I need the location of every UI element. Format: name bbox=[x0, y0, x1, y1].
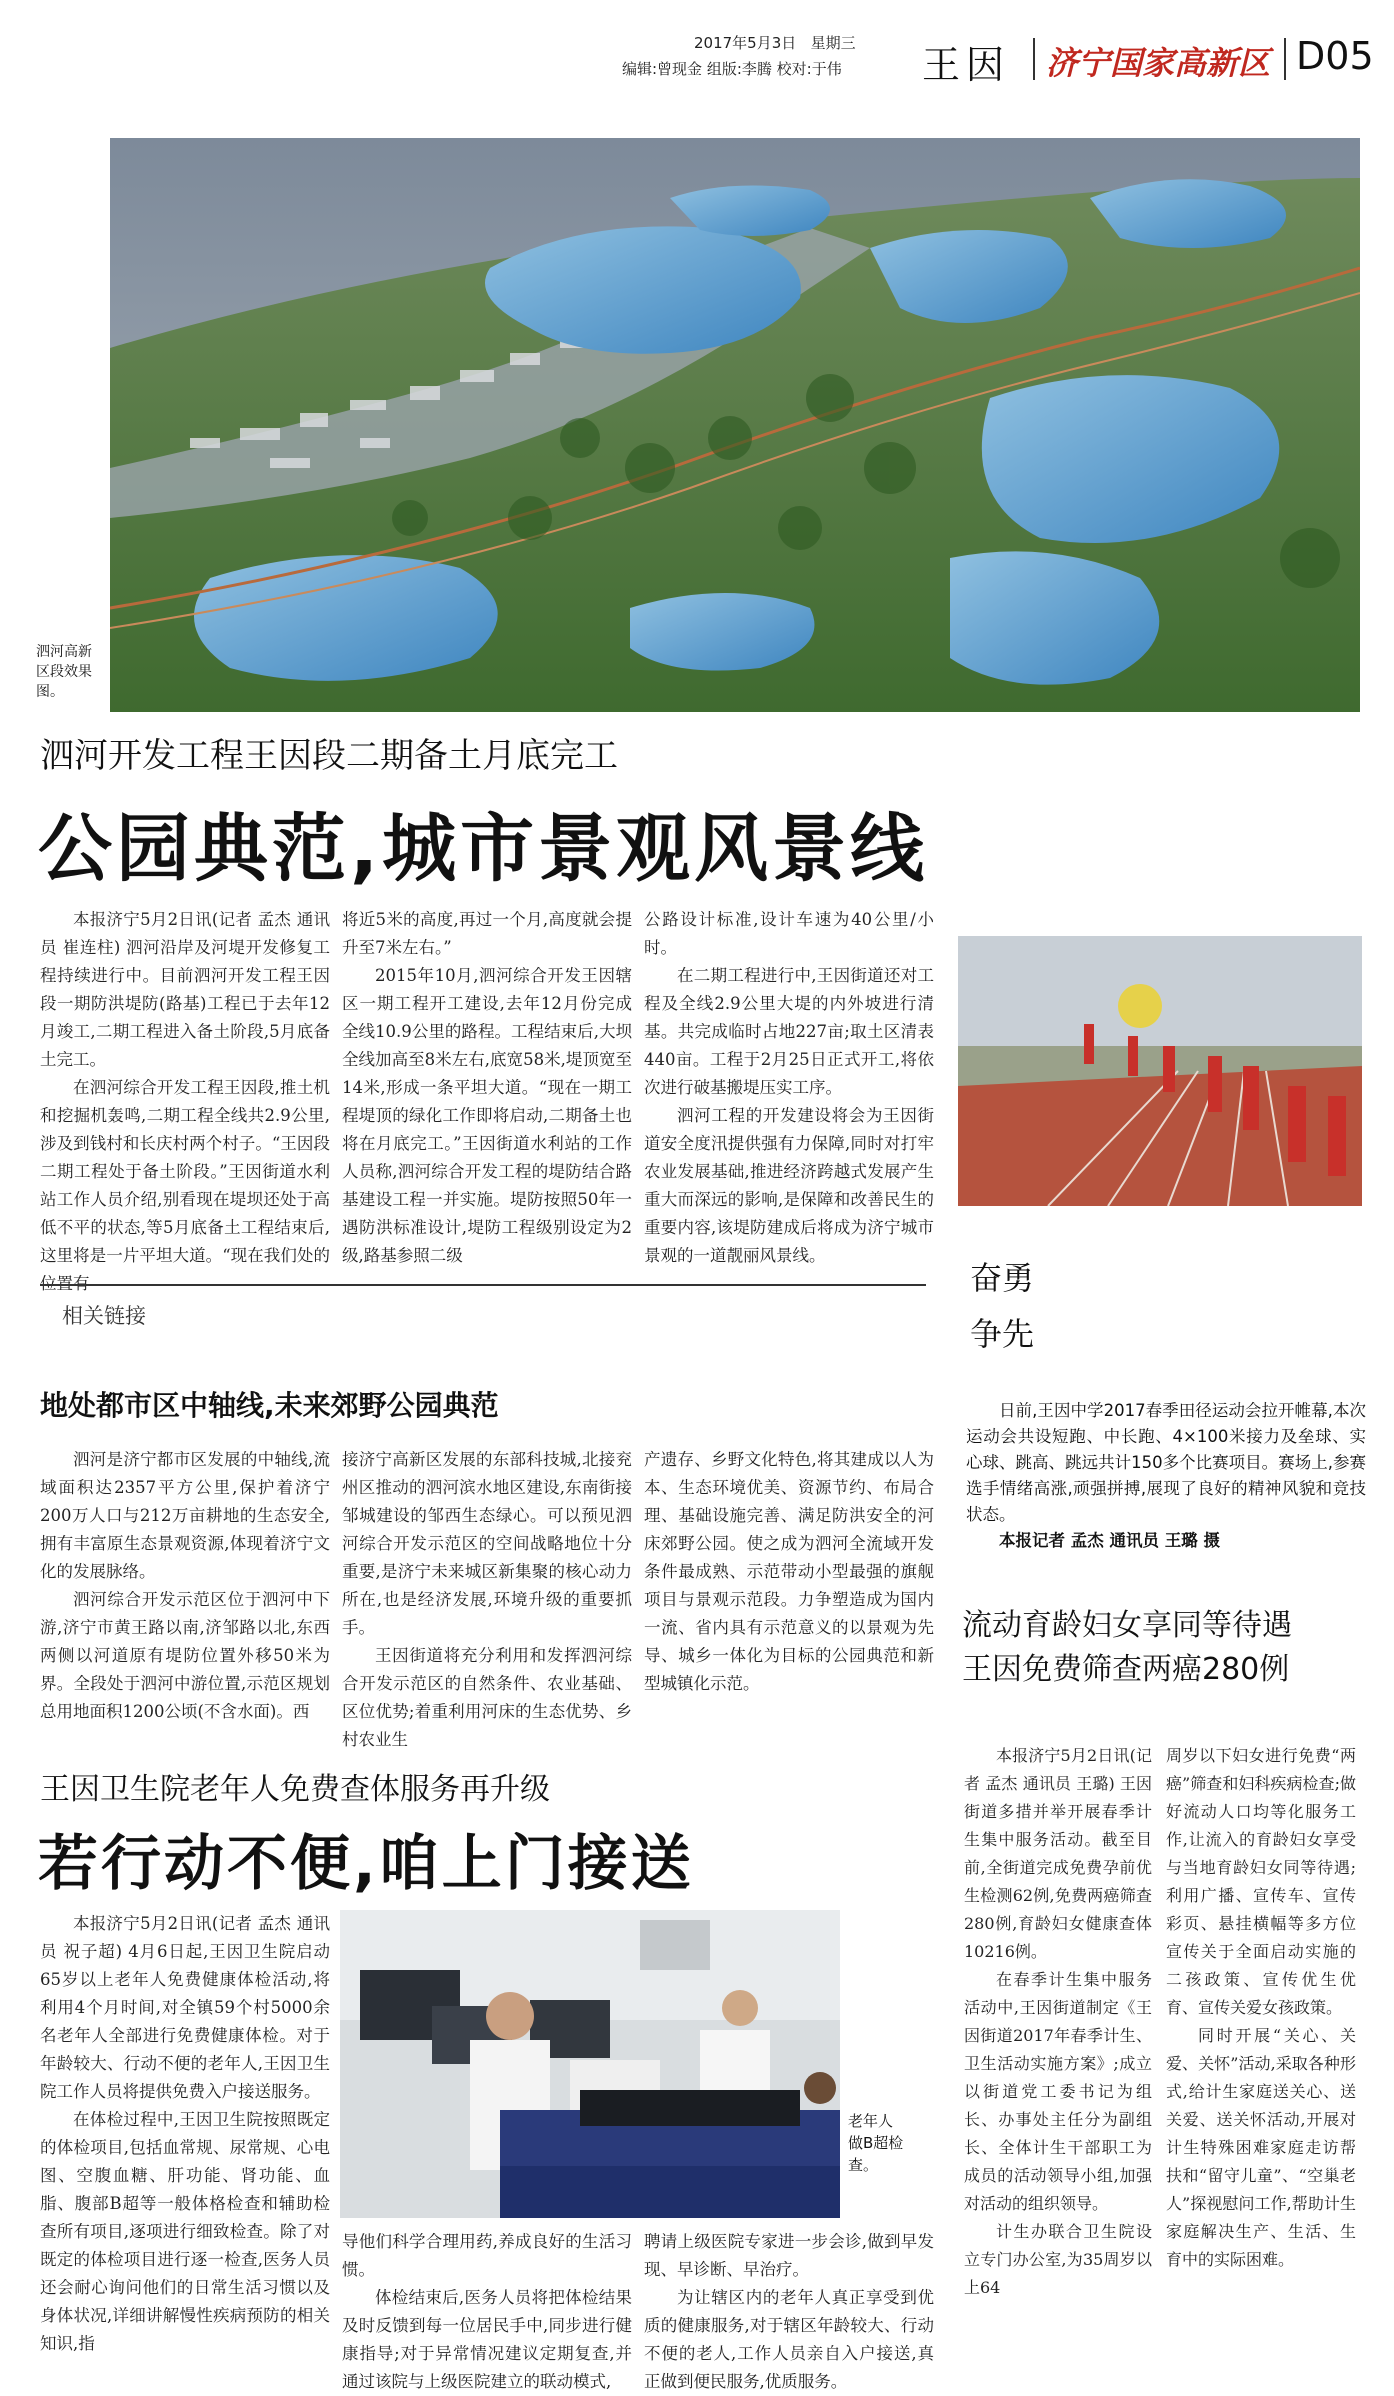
article2-para: 本报济宁5月2日讯(记者 孟杰 通讯员 祝子超) 4月6日起,王因卫生院启动65岁以上老年人免费健康体检活动,将利用4个月时间,对全镇59个村5000余名老年人全部进行免费健康体检。对于年龄较大、行动不便的老年人,王因卫生院工作人员将提供免费入户接送服务。 bbox=[40, 1914, 330, 2101]
women-headline bbox=[962, 1604, 1292, 1692]
sports-caption bbox=[966, 1398, 1366, 1554]
women-para: 在春季计生集中服务活动中,王因街道制定《王因街道2017年春季计生、卫生活动实施方案》;成立以街道党工委书记为组长、办事处主任分为副组长、全体计生干部职工为成员的活动领导小组,加强对活动的组织领导。 bbox=[964, 1970, 1152, 2213]
page-number: D05 bbox=[1296, 34, 1374, 78]
women-col1 bbox=[964, 1742, 1152, 2302]
article2-col1 bbox=[40, 1910, 330, 2358]
health-photo-caption bbox=[848, 2110, 904, 2176]
article1-para: 公路设计标准,设计车速为40公里/小时。 bbox=[644, 910, 934, 957]
women-col2 bbox=[1166, 1742, 1356, 2274]
related-col3 bbox=[644, 1446, 934, 1698]
article2-kicker: 王因卫生院老年人免费查体服务再升级 bbox=[40, 1772, 550, 1807]
women-para: 同时开展“关心、关爱、关怀”活动,采取各种形式,给计生家庭送关心、送关爱、送关怀活动,开展对计生特殊困难家庭走访帮扶和“留守儿童”、“空巢老人”探视慰问工作,帮助计生家庭解决生产、生活、生育中的实际困难。 bbox=[1166, 2026, 1356, 2269]
women-para: 本报济宁5月2日讯(记者 孟杰 通讯员 王璐) 王因街道多措并举开展春季计生集中服务活动。截至目前,全街道完成免费孕前优生检测62例,免费两癌筛查280例,育龄妇女健康查体10216例。 bbox=[964, 1746, 1152, 1961]
aerial-rendering-illustration bbox=[110, 138, 1360, 712]
women-para: 计生办联合卫生院设立专门办公室,为35周岁以上64 bbox=[964, 2222, 1152, 2297]
women-para: 周岁以下妇女进行免费“两癌”筛查和妇科疾病检查;做好流动人口均等化服务工作,让流入的育龄妇女享受与当地育龄妇女同等待遇;利用广播、宣传车、宣传彩页、悬挂横幅等多方位宣传关于全面启动实施的二孩政策、宣传优生优育、宣传关爱女孩政策。 bbox=[1166, 1746, 1356, 2017]
related-para: 泗河是济宁都市区发展的中轴线,流域面积达2357平方公里,保护着济宁200万人口与212万亩耕地的生态安全,拥有丰富原生态景观资源,体现着济宁文化的发展脉络。 bbox=[40, 1450, 330, 1581]
article2-headline: 若行动不便,咱上门接送 bbox=[38, 1829, 694, 1899]
article2-para: 聘请上级医院专家进一步会诊,做到早发现、早诊断、早治疗。 bbox=[644, 2232, 934, 2279]
related-para: 泗河综合开发示范区位于泗河中下游,济宁市黄王路以南,济邹路以北,东西两侧以河道原有堤防位置外移50米为界。全段处于泗河中游位置,示范区规划总用地面积1200公顷(不含水面)。西 bbox=[40, 1590, 330, 1721]
track-field-illustration bbox=[958, 936, 1362, 1206]
sports-credit: 本报记者 孟杰 通讯员 王璐 摄 bbox=[999, 1531, 1220, 1550]
hero-aerial-image bbox=[110, 138, 1360, 712]
related-tag: 相关链接 bbox=[62, 1304, 146, 1328]
article2-para: 在体检过程中,王因卫生院按照既定的体检项目,包括血常规、尿常规、心电图、空腹血糖、肝功能、肾功能、血脂、腹部B超等一般体格检查和辅助检查所有项目,逐项进行细致检查。除了对既定的体检项目进行逐一检查,医务人员还会耐心询问他们的日常生活习惯以及身体状况,详细讲解慢性疾病预防的相关知识,指 bbox=[40, 2110, 330, 2353]
related-col2 bbox=[342, 1446, 632, 1754]
article1-para: 泗河工程的开发建设将会为王因街道安全度汛提供强有力保障,同时对打牢农业发展基础,推进经济跨越式发展产生重大而深远的影响,是保障和改善民生的重要内容,该堤防建成后将成为济宁城市景观的一道靓丽风景线。 bbox=[644, 1106, 934, 1265]
sports-meet-photo bbox=[958, 936, 1362, 1206]
header-divider bbox=[1033, 38, 1035, 80]
related-col1 bbox=[40, 1446, 330, 1726]
article1-col1 bbox=[40, 906, 330, 1298]
section-name: 王因 bbox=[922, 43, 1011, 87]
article1-para: 在泗河综合开发工程王因段,推土机和挖掘机轰鸣,二期工程全线共2.9公里,涉及到钱村和长庆村两个村子。“王因段二期工程处于备土阶段。”王因街道水利站工作人员介绍,别看现在堤坝还处于高低不平的状态,等5月底备土工程结束后,这里将是一片平坦大道。“现在我们处的 bbox=[40, 1078, 330, 1265]
brand-logo: 济宁国家高新区 bbox=[1046, 44, 1271, 82]
article1-para: 在二期工程进行中,王因街道还对工程及全线2.9公里大堤的内外坡进行清基。共完成临时占地227亩;取土区清表440亩。工程于2月25日正式开工,将依次进行破基搬堤压实工序。 bbox=[644, 966, 934, 1097]
sports-caption-text: 日前,王因中学2017春季田径运动会拉开帷幕,本次运动会共设短跑、中长跑、4×100米接力及垒球、实心球、跳高、跳远共计150多个比赛项目。赛场上,参赛选手情绪高涨,顽强拼搏,展现了良好的精神风貌和竞技状态。 bbox=[966, 1401, 1366, 1524]
related-para: 王因街道将充分利用和发挥泗河综合开发示范区的自然条件、农业基础、区位优势;着重利用河床的生态优势、乡村农业生 bbox=[342, 1646, 632, 1749]
article1-kicker: 泗河开发工程王因段二期备土月底完工 bbox=[40, 736, 618, 776]
health-check-photo bbox=[340, 1910, 840, 2218]
article1-col2 bbox=[342, 906, 632, 1270]
article2-para: 导他们科学合理用药,养成良好的生活习惯。 bbox=[342, 2232, 632, 2279]
sports-title-line2: 争先 bbox=[970, 1315, 1035, 1353]
hero-caption bbox=[36, 642, 102, 702]
ultrasound-room-illustration bbox=[340, 1910, 840, 2218]
sports-title-line1: 奋勇 bbox=[970, 1259, 1035, 1297]
article1-col3 bbox=[644, 906, 934, 1270]
issue-date bbox=[694, 32, 856, 53]
article1-para: 2015年10月,泗河综合开发王因辖区一期工程开工建设,去年12月份完成全线10.9公里的路程。工程结束后,大坝全线加高至8米左右,底宽58米,堤顶宽至14米,形成一条平坦大道。“现在一期工程堤顶的绿化工作即将启动,二期备土也将在月底完工。”王因街道水利站的工作人员称,泗河综合开发工程的堤防结合路基建设工程一并实施。堤防按照50年一遇防洪标准设计,堤防工程级别设定为2级,路基参照二级 bbox=[342, 966, 632, 1265]
header-divider-2 bbox=[1284, 38, 1286, 80]
date-text: 2017年5月3日 bbox=[694, 34, 797, 52]
related-top-rule bbox=[40, 1284, 926, 1286]
article2-para: 为让辖区内的老年人真正享受到优质的健康服务,对于辖区年龄较大、行动不便的老人,工作人员亲自入户接送,真正做到便民服务,优质服务。 bbox=[644, 2288, 934, 2391]
sports-title bbox=[970, 1250, 1034, 1362]
article2-para: 体检结束后,医务人员将把体检结果及时反馈到每一位居民手中,同步进行健康指导;对于异常情况建议定期复查,并通过该院与上级医院建立的联动模式, bbox=[342, 2288, 632, 2391]
related-headline: 地处都市区中轴线,未来郊野公园典范 bbox=[40, 1389, 499, 1422]
hero-caption-text: 泗河高新区段效果图。 bbox=[36, 644, 92, 700]
women-headline-line1: 流动育龄妇女享同等待遇 bbox=[962, 1608, 1292, 1643]
article1-para: 将近5米的高度,再过一个月,高度就会提升至7米左右。” bbox=[342, 910, 632, 957]
article2-col2 bbox=[342, 2228, 632, 2396]
weekday-text: 星期三 bbox=[810, 34, 856, 52]
women-headline-line2: 王因免费筛查两癌280例 bbox=[962, 1652, 1290, 1687]
article1-para: 本报济宁5月2日讯(记者 孟杰 通讯员 崔连柱) 泗河沿岸及河堤开发修复工程持续进行中。目前泗河开发工程王因段一期防洪堤防(路基)工程已于去年12月竣工,二期工程进入备土阶段,5月底备土完工。 bbox=[40, 910, 330, 1069]
related-para: 产遗存、乡野文化特色,将其建成以人为本、生态环境优美、资源节约、布局合理、基础设施完善、满足防洪安全的河床郊野公园。使之成为泗河全流域开发条件最成熟、示范带动小型最强的旗舰项目与景观示范段。力争塑造成为国内一流、省内具有示范意义的以景观为先导、城乡一体化为目标的公园典范和新型城镇化示范。 bbox=[644, 1450, 934, 1693]
article2-col3 bbox=[644, 2228, 934, 2396]
related-para: 接济宁高新区发展的东部科技城,北接兖州区推动的泗河滨水地区建设,东南街接邹城建设的邹西生态绿心。可以预见泗河综合开发示范区的空间战略地位十分重要,是济宁未来城区新集聚的核心动力所在,也是经济发展,环境升级的重要抓手。 bbox=[342, 1450, 632, 1637]
article1-headline: 公园典范,城市景观风景线 bbox=[38, 806, 929, 892]
health-photo-caption-text: 老年人做B超检查。 bbox=[848, 2112, 904, 2174]
editors-line: 编辑:曾现金 组版:李腾 校对:于伟 bbox=[622, 60, 842, 78]
